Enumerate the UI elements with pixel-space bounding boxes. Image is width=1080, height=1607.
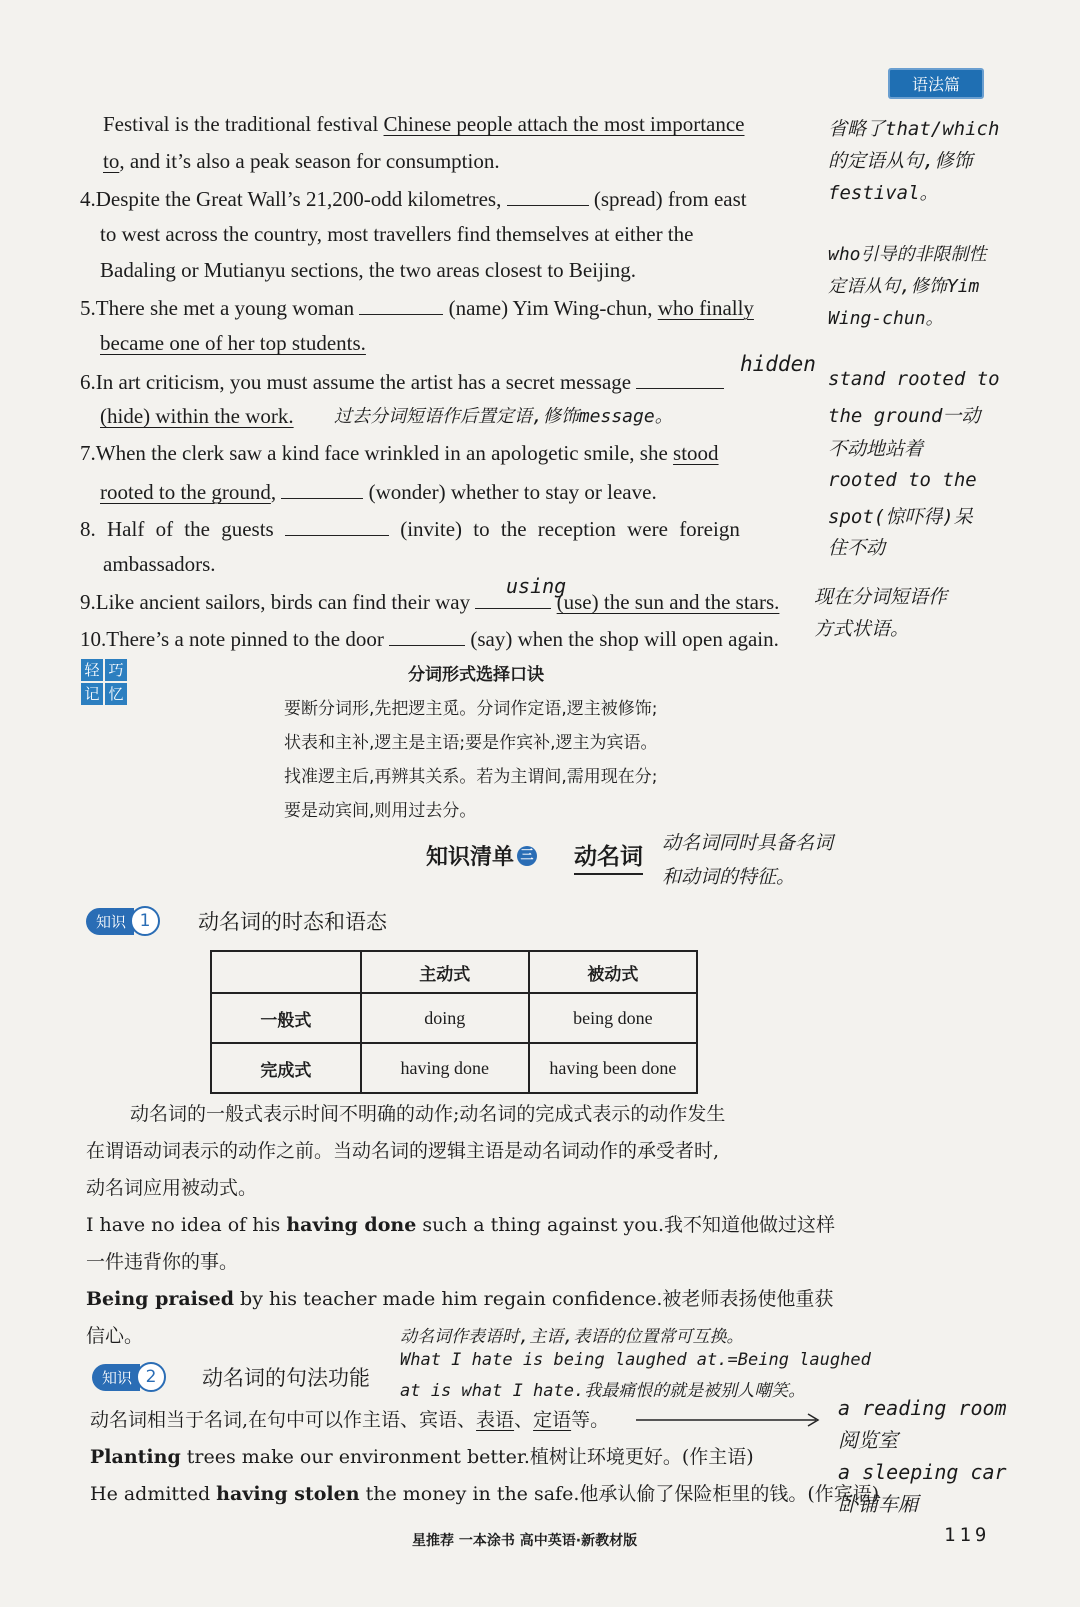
- table-cell: being done: [529, 993, 697, 1043]
- text: (invite) to the reception were foreign: [400, 517, 740, 541]
- underlined-phrase: rooted to the ground: [100, 480, 271, 504]
- table-header-row: [211, 951, 697, 993]
- text: (spread) from east: [593, 187, 747, 211]
- question-5-cont: [100, 329, 366, 357]
- text: ,: [270, 480, 277, 504]
- underlined-word: to: [103, 149, 120, 173]
- margin-note: spot(惊吓得)呆: [828, 506, 973, 528]
- underlined-word: 定语: [533, 1409, 572, 1431]
- text: , and it’s also a peak season for consumption.: [119, 149, 500, 173]
- text: 10.There’s a note pinned to the door: [80, 627, 384, 651]
- bold-phrase: having done: [286, 1214, 417, 1236]
- answer-blank[interactable]: [389, 623, 465, 646]
- side-note: 阅览室: [838, 1428, 898, 1452]
- table-header-cell: 被动式: [529, 951, 697, 993]
- question-7-cont: [100, 476, 657, 506]
- underlined-phrase: (use) the sun and the stars.: [556, 590, 780, 614]
- margin-note: the ground一动: [828, 405, 981, 427]
- side-note: 卧铺车厢: [838, 1492, 918, 1516]
- badge-label: 知识: [92, 1364, 140, 1391]
- question-5: [80, 292, 754, 322]
- handwritten-answer: hidden: [740, 352, 816, 376]
- table-cell: 一般式: [211, 993, 361, 1043]
- gerund-table: [210, 950, 698, 1094]
- mnemonic-line: 找准逻主后,再辨其关系。若为主谓间,需用现在分;: [284, 767, 658, 787]
- knowledge-title: 动名词的句法功能: [202, 1366, 370, 1390]
- paragraph-line: 动名词的一般式表示时间不明确的动作;动名词的完成式表示的动作发生: [130, 1103, 726, 1125]
- bold-phrase: having stolen: [216, 1483, 360, 1505]
- question-4-cont: to west across the country, most travellers find themselves at either the: [100, 222, 694, 246]
- text: by his teacher made him regain confidence.被老师表扬使他重获: [240, 1288, 834, 1310]
- table-cell: doing: [361, 993, 529, 1043]
- margin-note: 现在分词短语作: [814, 586, 948, 608]
- knowledge-badge: [86, 906, 160, 936]
- question-6: [80, 366, 724, 396]
- section-tag: 语法篇: [888, 68, 984, 99]
- answer-blank[interactable]: [636, 366, 724, 389]
- margin-note: festival。: [828, 182, 939, 204]
- side-note: a sleeping car: [838, 1460, 1007, 1484]
- text: 6.In art criticism, you must assume the artist has a secret message: [80, 370, 632, 394]
- table-header-cell: [211, 951, 361, 993]
- table-cell: 完成式: [211, 1043, 361, 1093]
- text: 动名词相当于名词,在句中可以作主语、宾语、: [90, 1409, 477, 1431]
- answer-blank[interactable]: [281, 476, 363, 499]
- text: such a thing against you.我不知道他做过这样: [422, 1214, 836, 1236]
- mnemonic-line: 要断分词形,先把逻主觅。分词作定语,逻主被修饰;: [284, 699, 658, 719]
- text: (wonder) whether to stay or leave.: [368, 480, 657, 504]
- knowledge-badge: [92, 1362, 166, 1392]
- table-cell: having done: [361, 1043, 529, 1093]
- example-sentence: [86, 1207, 835, 1244]
- arrow-icon: [636, 1410, 826, 1430]
- example-sentence: [86, 1281, 833, 1318]
- question-8-cont: ambassadors.: [103, 552, 216, 576]
- margin-note: 不动地站着: [828, 438, 924, 460]
- answer-blank[interactable]: [285, 513, 389, 536]
- tile: 轻: [81, 659, 103, 681]
- question-10: [80, 623, 779, 653]
- side-note: a reading room: [838, 1396, 1007, 1420]
- text: 7.When the clerk saw a kind face wrinkled in an apologetic smile, she: [80, 441, 668, 465]
- margin-note: 的定语从句,修饰: [828, 150, 973, 172]
- text: (name) Yim Wing-chun,: [448, 296, 653, 320]
- table-row: [211, 1043, 697, 1093]
- example-sentence: [90, 1439, 754, 1476]
- example-sentence: [90, 1476, 879, 1513]
- bold-phrase: Planting: [90, 1446, 181, 1468]
- text: the money in the safe.他承认偷了保险柜里的钱。(作宾语): [365, 1483, 880, 1505]
- question-4-cont: Badaling or Mutianyu sections, the two areas closest to Beijing.: [100, 258, 636, 282]
- underlined-clause: became one of her top students.: [100, 331, 366, 355]
- badge-number: 1: [130, 906, 160, 936]
- tile: 忆: [105, 683, 127, 705]
- handwritten-note: 过去分词短语作后置定语,修饰message。: [334, 406, 673, 427]
- margin-note: 省略了that/which: [828, 118, 1000, 140]
- text: (say) when the shop will open again.: [470, 627, 779, 651]
- badge-number: 2: [136, 1362, 166, 1392]
- mnemonic-line: 状表和主补,逻主是主语;要是作宾补,逻主为宾语。: [284, 733, 658, 753]
- underlined-phrase: (hide) within the work.: [100, 404, 294, 428]
- section-number: 三: [517, 846, 537, 866]
- text: I have no idea of his: [86, 1214, 281, 1236]
- handwritten-note: What I hate is being laughed at.=Being laughed: [400, 1350, 871, 1370]
- text: 、: [514, 1409, 534, 1431]
- section-title: 知识清单: [426, 845, 515, 870]
- knowledge-title: 动名词的时态和语态: [198, 910, 387, 934]
- question-4: [80, 183, 747, 213]
- example-translation: 信心。: [86, 1325, 144, 1347]
- badge-label: 知识: [86, 908, 134, 935]
- table-row: [211, 993, 697, 1043]
- text: He admitted: [90, 1483, 211, 1505]
- exercise-line: [103, 147, 500, 175]
- margin-note: 方式状语。: [814, 618, 910, 640]
- answer-blank[interactable]: [507, 183, 589, 206]
- section-heading: [426, 840, 537, 871]
- text: 5.There she met a young woman: [80, 296, 355, 320]
- tile: 记: [81, 683, 103, 705]
- question-7: [80, 439, 719, 467]
- handwritten-note: 和动词的特征。: [662, 866, 796, 888]
- tile: 巧: [105, 659, 127, 681]
- margin-note: 定语从句,修饰Yim: [828, 276, 980, 297]
- paragraph-line: 动名词应用被动式。: [86, 1177, 258, 1199]
- example-translation: 一件违背你的事。: [86, 1251, 239, 1273]
- footer-brand: 星推荐 一本涂书 高中英语·新教材版: [412, 1533, 638, 1549]
- margin-note: who引导的非限制性: [828, 244, 987, 265]
- text: 等。: [571, 1409, 610, 1431]
- text: 8. Half of the guests: [80, 517, 274, 541]
- underlined-word: 表语: [476, 1409, 515, 1431]
- text: trees make our environment better.植树让环境更好。(作主语): [186, 1446, 754, 1468]
- question-9: [80, 586, 779, 616]
- page-number: 119: [944, 1524, 991, 1546]
- text: Festival is the traditional festival: [103, 112, 379, 136]
- margin-note: stand rooted to: [828, 368, 1000, 390]
- handwritten-answer: using: [506, 574, 567, 598]
- margin-note: 住不动: [828, 537, 886, 559]
- bold-phrase: Being praised: [86, 1288, 234, 1310]
- handwritten-note: at is what I hate.我最痛恨的就是被别人嘲笑。: [400, 1381, 806, 1401]
- handwritten-note: 动名词作表语时,主语,表语的位置常可互换。: [400, 1327, 744, 1347]
- table-cell: having been done: [529, 1043, 697, 1093]
- margin-note: Wing-chun。: [828, 308, 944, 329]
- paragraph-line: [90, 1402, 609, 1439]
- text: 4.Despite the Great Wall’s 21,200-odd kilometres,: [80, 187, 502, 211]
- margin-note: rooted to the: [828, 469, 977, 491]
- section-topic: 动名词: [574, 838, 643, 875]
- handwritten-note: 动名词同时具备名词: [662, 832, 834, 854]
- question-6-cont: [100, 402, 294, 430]
- text: 9.Like ancient sailors, birds can find their way: [80, 590, 471, 614]
- underlined-clause: Chinese people attach the most importance: [383, 112, 745, 136]
- underlined-word: stood: [673, 441, 719, 465]
- paragraph-line: 在谓语动词表示的动作之前。当动名词的逻辑主语是动名词动作的承受者时,: [86, 1140, 720, 1162]
- exercise-line: [103, 110, 745, 138]
- underlined-clause: who finally: [657, 296, 754, 320]
- answer-blank[interactable]: [359, 292, 443, 315]
- mnemonic-tiles: [80, 658, 136, 706]
- mnemonic-title: 分词形式选择口诀: [408, 665, 544, 685]
- table-header-cell: 主动式: [361, 951, 529, 993]
- question-8: [80, 513, 740, 543]
- mnemonic-line: 要是动宾间,则用过去分。: [284, 801, 477, 821]
